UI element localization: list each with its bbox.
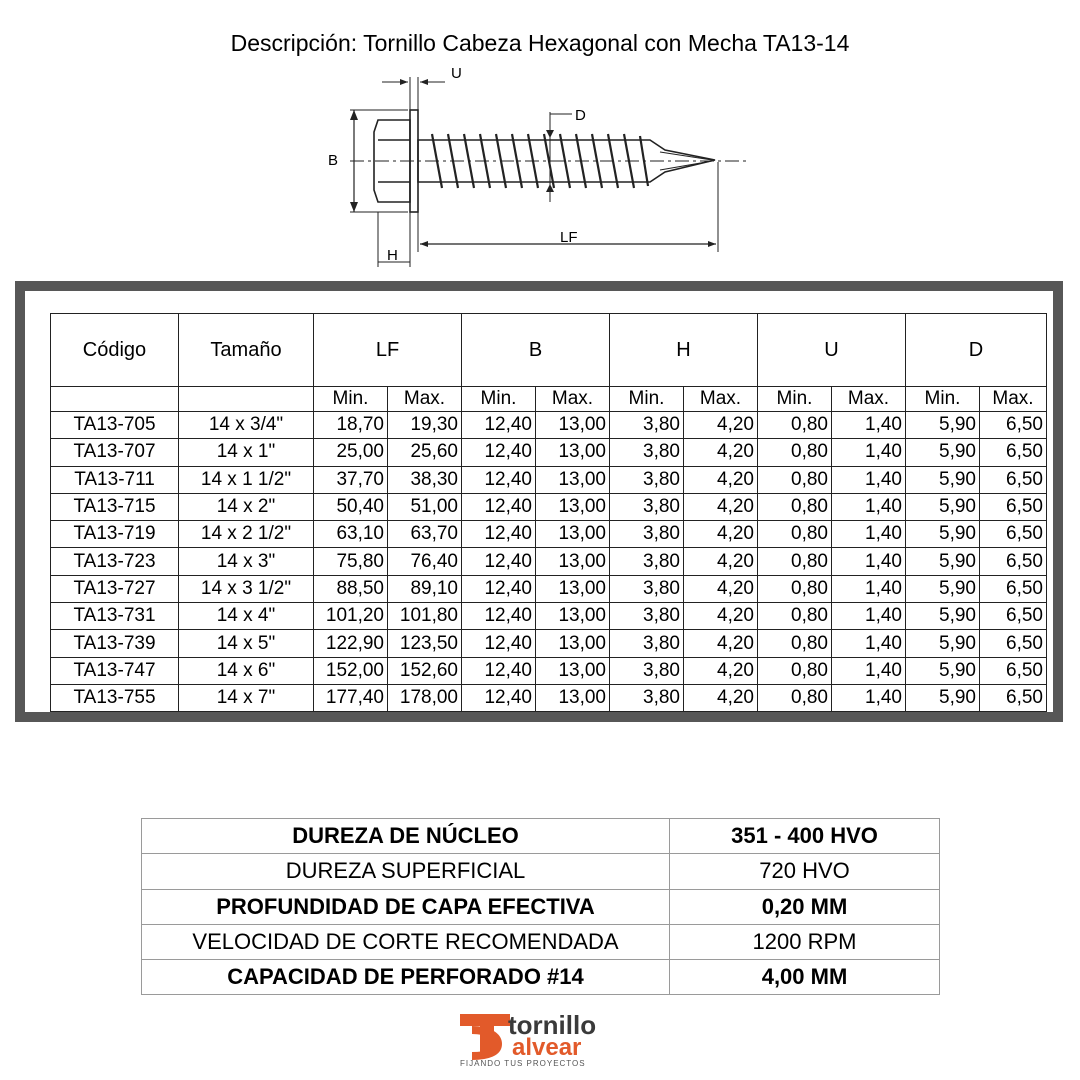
sub-header-min: Min. [758, 387, 832, 412]
cell-value: 37,70 [314, 466, 388, 493]
cell-value: 6,50 [980, 575, 1047, 602]
dim-label-h: H [387, 247, 398, 264]
cell-value: 3,80 [610, 684, 684, 711]
logo-tagline: FIJANDO TUS PROYECTOS [460, 1059, 586, 1068]
cell-codigo: TA13-705 [51, 412, 179, 439]
cell-value: 0,80 [758, 521, 832, 548]
cell-value: 1,40 [832, 412, 906, 439]
properties-table [141, 818, 940, 995]
property-label: DUREZA DE NÚCLEO [142, 819, 670, 854]
cell-value: 6,50 [980, 603, 1047, 630]
property-row [142, 960, 940, 995]
cell-value: 12,40 [462, 603, 536, 630]
cell-value: 1,40 [832, 493, 906, 520]
sub-header-max: Max. [536, 387, 610, 412]
property-value: 0,20 MM [670, 889, 940, 924]
cell-value: 3,80 [610, 657, 684, 684]
cell-tamano: 14 x 7" [179, 684, 314, 711]
cell-value: 0,80 [758, 657, 832, 684]
header-lf: LF [314, 314, 462, 387]
cell-value: 4,20 [684, 493, 758, 520]
cell-value: 1,40 [832, 466, 906, 493]
cell-value: 88,50 [314, 575, 388, 602]
cell-value: 6,50 [980, 466, 1047, 493]
cell-value: 51,00 [388, 493, 462, 520]
header-u: U [758, 314, 906, 387]
property-label: DUREZA SUPERFICIAL [142, 854, 670, 889]
cell-value: 0,80 [758, 684, 832, 711]
cell-value: 89,10 [388, 575, 462, 602]
logo-word-alvear: alvear [512, 1034, 582, 1061]
cell-codigo: TA13-747 [51, 657, 179, 684]
cell-value: 13,00 [536, 548, 610, 575]
cell-value: 25,60 [388, 439, 462, 466]
cell-value: 63,70 [388, 521, 462, 548]
cell-value: 152,00 [314, 657, 388, 684]
property-label: CAPACIDAD DE PERFORADO #14 [142, 960, 670, 995]
cell-value: 1,40 [832, 575, 906, 602]
cell-value: 12,40 [462, 521, 536, 548]
property-label: PROFUNDIDAD DE CAPA EFECTIVA [142, 889, 670, 924]
cell-codigo: TA13-739 [51, 630, 179, 657]
cell-value: 4,20 [684, 466, 758, 493]
cell-value: 12,40 [462, 630, 536, 657]
cell-value: 4,20 [684, 548, 758, 575]
cell-tamano: 14 x 4" [179, 603, 314, 630]
cell-value: 3,80 [610, 439, 684, 466]
cell-value: 25,00 [314, 439, 388, 466]
dim-label-b: B [328, 152, 339, 169]
sub-header-min: Min. [314, 387, 388, 412]
sub-header-max: Max. [832, 387, 906, 412]
cell-value: 6,50 [980, 630, 1047, 657]
cell-value: 38,30 [388, 466, 462, 493]
table-row [51, 630, 1047, 657]
property-value: 720 HVO [670, 854, 940, 889]
table-row [51, 603, 1047, 630]
sub-header-max: Max. [684, 387, 758, 412]
table-row [51, 575, 1047, 602]
cell-value: 6,50 [980, 493, 1047, 520]
cell-value: 13,00 [536, 412, 610, 439]
dim-label-d: D [575, 107, 586, 124]
cell-value: 5,90 [906, 412, 980, 439]
cell-value: 0,80 [758, 439, 832, 466]
header-h: H [610, 314, 758, 387]
cell-tamano: 14 x 6" [179, 657, 314, 684]
cell-value: 101,20 [314, 603, 388, 630]
cell-value: 4,20 [684, 412, 758, 439]
cell-value: 101,80 [388, 603, 462, 630]
cell-value: 12,40 [462, 466, 536, 493]
cell-value: 1,40 [832, 521, 906, 548]
cell-value: 4,20 [684, 603, 758, 630]
cell-value: 6,50 [980, 548, 1047, 575]
cell-value: 6,50 [980, 521, 1047, 548]
cell-value: 4,20 [684, 521, 758, 548]
cell-value: 5,90 [906, 575, 980, 602]
cell-tamano: 14 x 3/4" [179, 412, 314, 439]
page-title: Descripción: Tornillo Cabeza Hexagonal con Mecha TA13-14 [230, 30, 850, 56]
cell-value: 0,80 [758, 630, 832, 657]
cell-tamano: 14 x 3 1/2" [179, 575, 314, 602]
cell-value: 1,40 [832, 439, 906, 466]
cell-value: 13,00 [536, 521, 610, 548]
property-label: VELOCIDAD DE CORTE RECOMENDADA [142, 924, 670, 959]
cell-value: 5,90 [906, 630, 980, 657]
cell-codigo: TA13-711 [51, 466, 179, 493]
dim-label-u: U [451, 65, 462, 82]
cell-tamano: 14 x 5" [179, 630, 314, 657]
table-row [51, 521, 1047, 548]
cell-value: 3,80 [610, 412, 684, 439]
dim-label-lf: LF [560, 229, 578, 246]
cell-value: 122,90 [314, 630, 388, 657]
cell-value: 0,80 [758, 493, 832, 520]
table-row [51, 493, 1047, 520]
header-b: B [462, 314, 610, 387]
cell-value: 18,70 [314, 412, 388, 439]
cell-value: 5,90 [906, 493, 980, 520]
cell-value: 5,90 [906, 603, 980, 630]
cell-value: 13,00 [536, 466, 610, 493]
logo-mark-icon [460, 1014, 510, 1056]
cell-tamano: 14 x 2 1/2" [179, 521, 314, 548]
cell-value: 12,40 [462, 575, 536, 602]
table-row [51, 657, 1047, 684]
sub-header-min: Min. [462, 387, 536, 412]
cell-value: 0,80 [758, 548, 832, 575]
cell-value: 13,00 [536, 493, 610, 520]
sub-header-min: Min. [610, 387, 684, 412]
cell-value: 12,40 [462, 493, 536, 520]
sub-header-row [51, 387, 1047, 412]
cell-value: 0,80 [758, 412, 832, 439]
sub-header-min: Min. [906, 387, 980, 412]
cell-value: 13,00 [536, 439, 610, 466]
cell-value: 12,40 [462, 412, 536, 439]
cell-tamano: 14 x 1" [179, 439, 314, 466]
spec-table-frame [15, 281, 1063, 722]
cell-value: 6,50 [980, 684, 1047, 711]
cell-codigo: TA13-707 [51, 439, 179, 466]
cell-value: 13,00 [536, 684, 610, 711]
cell-value: 6,50 [980, 657, 1047, 684]
dimensions-table [50, 313, 1047, 712]
cell-value: 3,80 [610, 493, 684, 520]
cell-value: 3,80 [610, 548, 684, 575]
cell-value: 5,90 [906, 466, 980, 493]
cell-value: 4,20 [684, 684, 758, 711]
cell-value: 3,80 [610, 466, 684, 493]
logo-word-tornillo: tornillo [508, 1010, 597, 1040]
cell-tamano: 14 x 1 1/2" [179, 466, 314, 493]
cell-value: 76,40 [388, 548, 462, 575]
cell-value: 123,50 [388, 630, 462, 657]
cell-value: 178,00 [388, 684, 462, 711]
cell-value: 5,90 [906, 684, 980, 711]
cell-value: 4,20 [684, 657, 758, 684]
cell-value: 63,10 [314, 521, 388, 548]
cell-value: 177,40 [314, 684, 388, 711]
cell-value: 5,90 [906, 657, 980, 684]
property-value: 4,00 MM [670, 960, 940, 995]
header-d: D [906, 314, 1047, 387]
brand-logo [458, 1008, 628, 1070]
property-value: 1200 RPM [670, 924, 940, 959]
cell-value: 5,90 [906, 521, 980, 548]
cell-codigo: TA13-727 [51, 575, 179, 602]
property-row [142, 924, 940, 959]
cell-codigo: TA13-723 [51, 548, 179, 575]
cell-value: 12,40 [462, 684, 536, 711]
cell-value: 13,00 [536, 603, 610, 630]
cell-codigo: TA13-719 [51, 521, 179, 548]
property-row [142, 889, 940, 924]
header-tamano: Tamaño [179, 314, 314, 387]
cell-value: 12,40 [462, 548, 536, 575]
cell-value: 4,20 [684, 630, 758, 657]
cell-value: 3,80 [610, 630, 684, 657]
cell-value: 4,20 [684, 575, 758, 602]
cell-codigo: TA13-715 [51, 493, 179, 520]
cell-value: 1,40 [832, 603, 906, 630]
dimensions-table-body [51, 412, 1047, 712]
sub-header-max: Max. [388, 387, 462, 412]
header-codigo: Código [51, 314, 179, 387]
cell-value: 1,40 [832, 630, 906, 657]
table-row [51, 439, 1047, 466]
cell-value: 1,40 [832, 548, 906, 575]
cell-value: 3,80 [610, 603, 684, 630]
cell-value: 13,00 [536, 630, 610, 657]
cell-tamano: 14 x 3" [179, 548, 314, 575]
cell-value: 13,00 [536, 575, 610, 602]
cell-codigo: TA13-755 [51, 684, 179, 711]
cell-value: 50,40 [314, 493, 388, 520]
cell-value: 0,80 [758, 466, 832, 493]
cell-value: 3,80 [610, 575, 684, 602]
cell-value: 13,00 [536, 657, 610, 684]
cell-value: 12,40 [462, 439, 536, 466]
property-row [142, 819, 940, 854]
table-row [51, 684, 1047, 711]
property-value: 351 - 400 HVO [670, 819, 940, 854]
sub-header-max: Max. [980, 387, 1047, 412]
cell-value: 6,50 [980, 439, 1047, 466]
cell-value: 1,40 [832, 657, 906, 684]
table-row [51, 466, 1047, 493]
cell-value: 3,80 [610, 521, 684, 548]
table-row [51, 548, 1047, 575]
cell-codigo: TA13-731 [51, 603, 179, 630]
cell-value: 5,90 [906, 439, 980, 466]
cell-value: 1,40 [832, 684, 906, 711]
cell-value: 4,20 [684, 439, 758, 466]
cell-tamano: 14 x 2" [179, 493, 314, 520]
screw-diagram [320, 62, 760, 272]
cell-value: 0,80 [758, 603, 832, 630]
cell-value: 12,40 [462, 657, 536, 684]
cell-value: 6,50 [980, 412, 1047, 439]
cell-value: 19,30 [388, 412, 462, 439]
cell-value: 75,80 [314, 548, 388, 575]
cell-value: 0,80 [758, 575, 832, 602]
cell-value: 152,60 [388, 657, 462, 684]
table-row [51, 412, 1047, 439]
cell-value: 5,90 [906, 548, 980, 575]
property-row [142, 854, 940, 889]
